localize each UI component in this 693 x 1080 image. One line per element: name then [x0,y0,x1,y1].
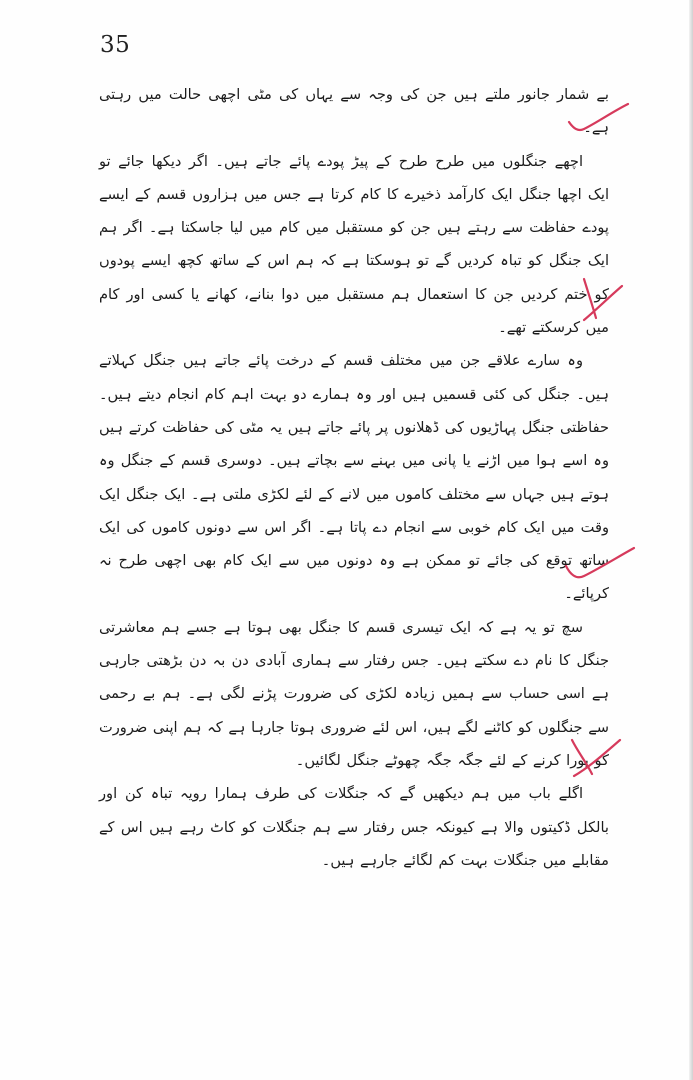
paragraph-3: وہ سارے علاقے جن میں مختلف قسم کے درخت پائے جاتے ہیں جنگل کہلاتے ہیں۔ جنگل کی کئی قسمیں ہیں اور وہ ہمارے دو بہت اہم کام انجام دیتے ہیں۔ حفاظتی جنگل پہاڑیوں کی ڈھلانوں پر پائے جاتے ہیں یہ مٹی کی حفاظت کرتے ہیں وہ اسے ہوا میں اڑنے یا پانی میں بہنے سے بچاتے ہیں۔ دوسری قسم کے جنگل وہ ہوتے ہیں جہاں سے مختلف کاموں میں لانے کے لئے لکڑی ملتی ہے۔ ایک جنگل ایک وقت میں ایک کام خوبی سے انجام دے پاتا ہے۔ اگر اس سے دونوں کاموں کی ایک ساتھ توقع کی جائے تو ممکن ہے وہ دونوں میں سے ایک کام بھی اچھی طرح نہ کرپائے۔ [99,352,609,603]
paragraph-2: اچھے جنگلوں میں طرح طرح کے پیڑ پودے پائے جاتے ہیں۔ اگر دیکھا جائے تو ایک اچھا جنگل ایک کارآمد ذخیرے کا کام کرتا ہے جس میں ہزاروں قسم کے ایسے پودے حفاظت سے رہتے ہیں جن کو مستقبل میں کام میں لیا جاسکتا ہے۔ اگر ہم ایک جنگل کو تباہ کردیں گے تو ہوسکتا ہے کہ ہم اس کے ساتھ کچھ ایسے پودوں کو ختم کردیں جن کا استعمال ہم مستقبل میں دوا بنانے، کھانے یا کسی اور کام میں کرسکتے تھے۔ [99,152,609,337]
page-number: 35 [100,32,131,58]
paragraph-4: سچ تو یہ ہے کہ ایک تیسری قسم کا جنگل بھی ہوتا ہے جسے ہم معاشرتی جنگل کا نام دے سکتے ہیں۔ جس رفتار سے ہماری آبادی دن بہ دن بڑھتی جارہی ہے اسی حساب سے ہمیں زیادہ لکڑی کی ضرورت پڑنے لگی ہے۔ ہم بے رحمی سے جنگلوں کو کاٹنے لگے ہیں، اس لئے ضروری ہوتا جارہا ہے کہ ہم اپنی ضرورت کو پورا کرنے کے لئے جگہ جگہ چھوٹے جنگل لگائیں۔ [99,618,609,769]
page-edge-shadow [689,0,693,1080]
paragraph-1: بے شمار جانور ملتے ہیں جن کی وجہ سے یہاں کی مٹی اچھی حالت میں رہتی ہے۔ [99,86,609,137]
body-text [99,78,609,877]
paragraph-5: اگلے باب میں ہم دیکھیں گے کہ جنگلات کی طرف ہمارا رویہ تباہ کن اور بالکل ڈکیتوں والا ہے کیونکہ جس رفتار سے ہم جنگلات کو کاٹ رہے ہیں اس کے مقابلے میں جنگلات بہت کم لگائے جارہے ہیں۔ [99,785,609,869]
